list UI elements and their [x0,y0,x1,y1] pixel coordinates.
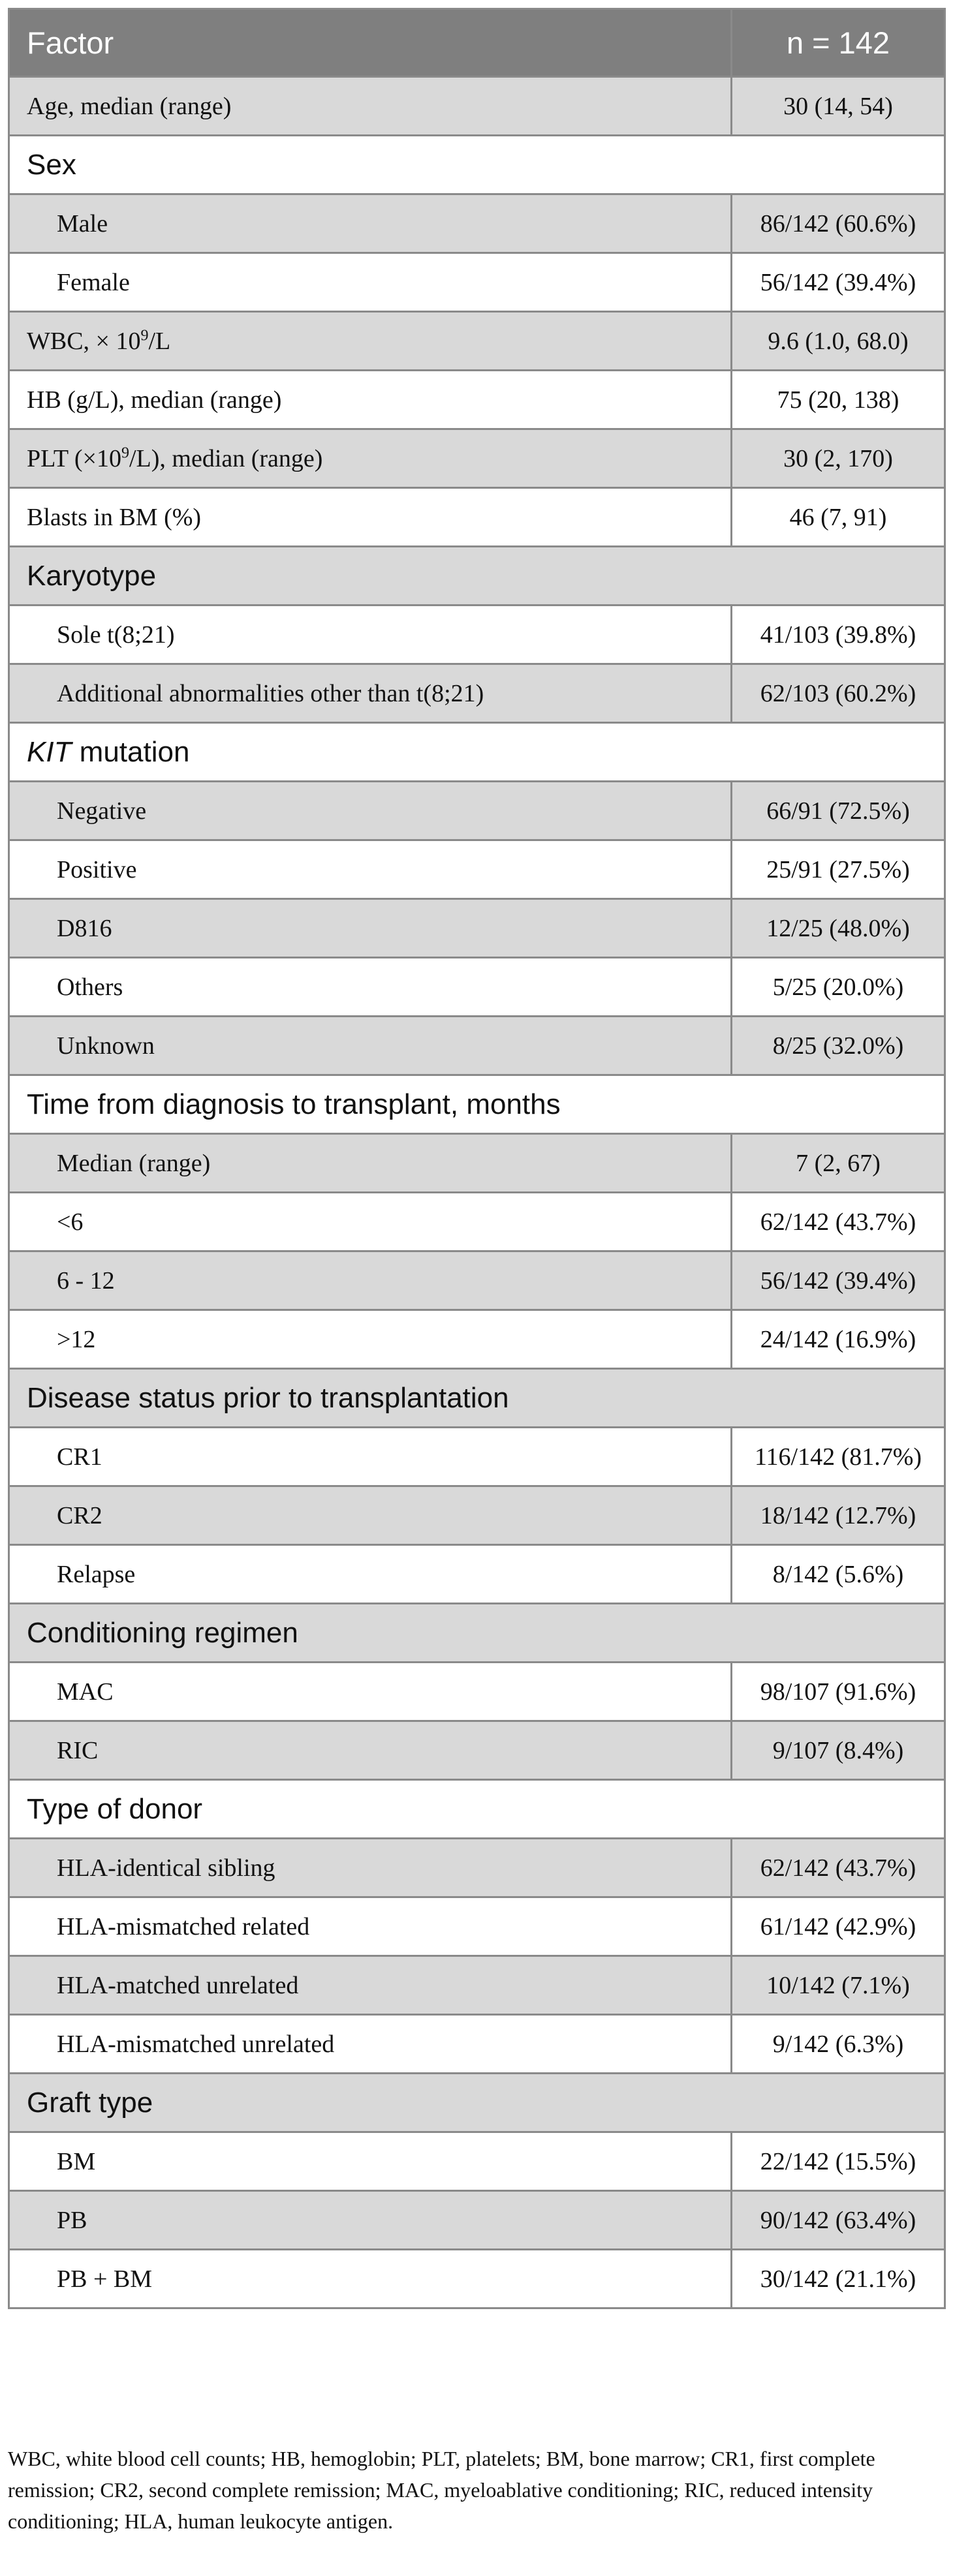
row-label: MAC [9,1663,732,1721]
table-row [9,606,945,664]
row-value: 61/142 (42.9%) [732,1897,945,1956]
row-label: CR2 [9,1486,732,1545]
row-label-suffix: /L), median (range) [129,444,323,472]
table-row [9,1486,945,1545]
row-value: 90/142 (63.4%) [732,2191,945,2250]
row-value: 25/91 (27.5%) [732,840,945,899]
row-label: Relapse [9,1545,732,1604]
table-row [9,312,945,371]
row-label: >12 [9,1310,732,1369]
row-label: CR1 [9,1428,732,1486]
table-row [9,1017,945,1075]
table-row [9,1897,945,1956]
row-value: 7 (2, 67) [732,1134,945,1193]
table-row [9,782,945,840]
row-label: Others [9,958,732,1017]
category-row [9,2074,945,2132]
row-label [9,429,732,488]
row-label: PB + BM [9,2250,732,2308]
row-label: HLA-identical sibling [9,1839,732,1897]
row-value: 30 (14, 54) [732,77,945,136]
row-label: 6 - 12 [9,1251,732,1310]
row-label-superscript: 9 [121,444,129,461]
category-row [9,547,945,606]
category-label: Type of donor [9,1780,945,1839]
row-label-main: WBC, × 10 [27,327,141,355]
row-value: 5/25 (20.0%) [732,958,945,1017]
row-value: 9.6 (1.0, 68.0) [732,312,945,371]
table-row [9,2132,945,2191]
row-value: 56/142 (39.4%) [732,253,945,312]
category-label: Disease status prior to transplantation [9,1369,945,1428]
category-row [9,723,945,782]
row-value: 30/142 (21.1%) [732,2250,945,2308]
row-label: Negative [9,782,732,840]
table-row [9,429,945,488]
table-row [9,1428,945,1486]
category-label: Time from diagnosis to transplant, months [9,1075,945,1134]
row-label: Median (range) [9,1134,732,1193]
row-value: 66/91 (72.5%) [732,782,945,840]
patient-characteristics-table [8,8,946,2309]
table-row [9,194,945,253]
row-value: 98/107 (91.6%) [732,1663,945,1721]
row-label: Positive [9,840,732,899]
table-container [8,8,944,2309]
category-label: Graft type [9,2074,945,2132]
table-row [9,1193,945,1251]
table-row [9,1310,945,1369]
row-value: 86/142 (60.6%) [732,194,945,253]
table-row [9,958,945,1017]
table-row [9,253,945,312]
row-label: HLA-mismatched related [9,1897,732,1956]
row-label: Female [9,253,732,312]
category-row [9,1369,945,1428]
row-value: 12/25 (48.0%) [732,899,945,958]
row-label: Male [9,194,732,253]
row-value: 9/142 (6.3%) [732,2015,945,2074]
table-body [9,77,945,2308]
row-label: Unknown [9,1017,732,1075]
row-label-main: PLT (×10 [27,444,121,472]
table-row [9,2015,945,2074]
row-label: BM [9,2132,732,2191]
table-row [9,1721,945,1780]
row-label: Additional abnormalities other than t(8;21) [9,664,732,723]
row-label: HLA-matched unrelated [9,1956,732,2015]
table-header-row [9,9,945,77]
table-row [9,1134,945,1193]
row-value: 10/142 (7.1%) [732,1956,945,2015]
row-value: 62/103 (60.2%) [732,664,945,723]
row-label: RIC [9,1721,732,1780]
table-row [9,1839,945,1897]
category-row [9,1604,945,1663]
category-label-rest: mutation [71,735,190,768]
category-row [9,1780,945,1839]
category-label: Sex [9,136,945,194]
row-label-suffix: /L [148,327,171,355]
table-row [9,371,945,429]
category-label: Karyotype [9,547,945,606]
category-label: Conditioning regimen [9,1604,945,1663]
row-value: 24/142 (16.9%) [732,1310,945,1369]
table-row [9,2191,945,2250]
table-footnote: WBC, white blood cell counts; HB, hemoglobin; PLT, platelets; BM, bone marrow; CR1, first complete remission; CR2, second complete remission; MAC, myeloablative conditioning; RIC, reduced intensity conditioning; HLA, human leukocyte antigen. [8,2447,875,2533]
row-label: Blasts in BM (%) [9,488,732,547]
row-label: HLA-mismatched unrelated [9,2015,732,2074]
row-value: 116/142 (81.7%) [732,1428,945,1486]
table-row [9,840,945,899]
table-row [9,899,945,958]
row-value: 30 (2, 170) [732,429,945,488]
table-row [9,664,945,723]
row-label: PB [9,2191,732,2250]
table-row [9,2250,945,2308]
row-label-superscript: 9 [140,326,149,344]
row-value: 18/142 (12.7%) [732,1486,945,1545]
header-n: n = 142 [732,9,945,77]
table-row [9,488,945,547]
row-value: 56/142 (39.4%) [732,1251,945,1310]
row-label [9,312,732,371]
table-row [9,1663,945,1721]
category-row [9,136,945,194]
row-value: 62/142 (43.7%) [732,1839,945,1897]
row-label: D816 [9,899,732,958]
category-label-italic: KIT [27,735,72,768]
table-row [9,77,945,136]
header-factor: Factor [9,9,732,77]
category-row [9,1075,945,1134]
row-value: 46 (7, 91) [732,488,945,547]
row-label: <6 [9,1193,732,1251]
table-row [9,1956,945,2015]
row-label: Sole t(8;21) [9,606,732,664]
table-row [9,1545,945,1604]
category-label [9,723,945,782]
row-value: 62/142 (43.7%) [732,1193,945,1251]
row-value: 9/107 (8.4%) [732,1721,945,1780]
row-label: HB (g/L), median (range) [9,371,732,429]
row-value: 8/25 (32.0%) [732,1017,945,1075]
row-value: 41/103 (39.8%) [732,606,945,664]
row-value: 75 (20, 138) [732,371,945,429]
row-value: 8/142 (5.6%) [732,1545,945,1604]
row-label: Age, median (range) [9,77,732,136]
row-value: 22/142 (15.5%) [732,2132,945,2191]
table-row [9,1251,945,1310]
